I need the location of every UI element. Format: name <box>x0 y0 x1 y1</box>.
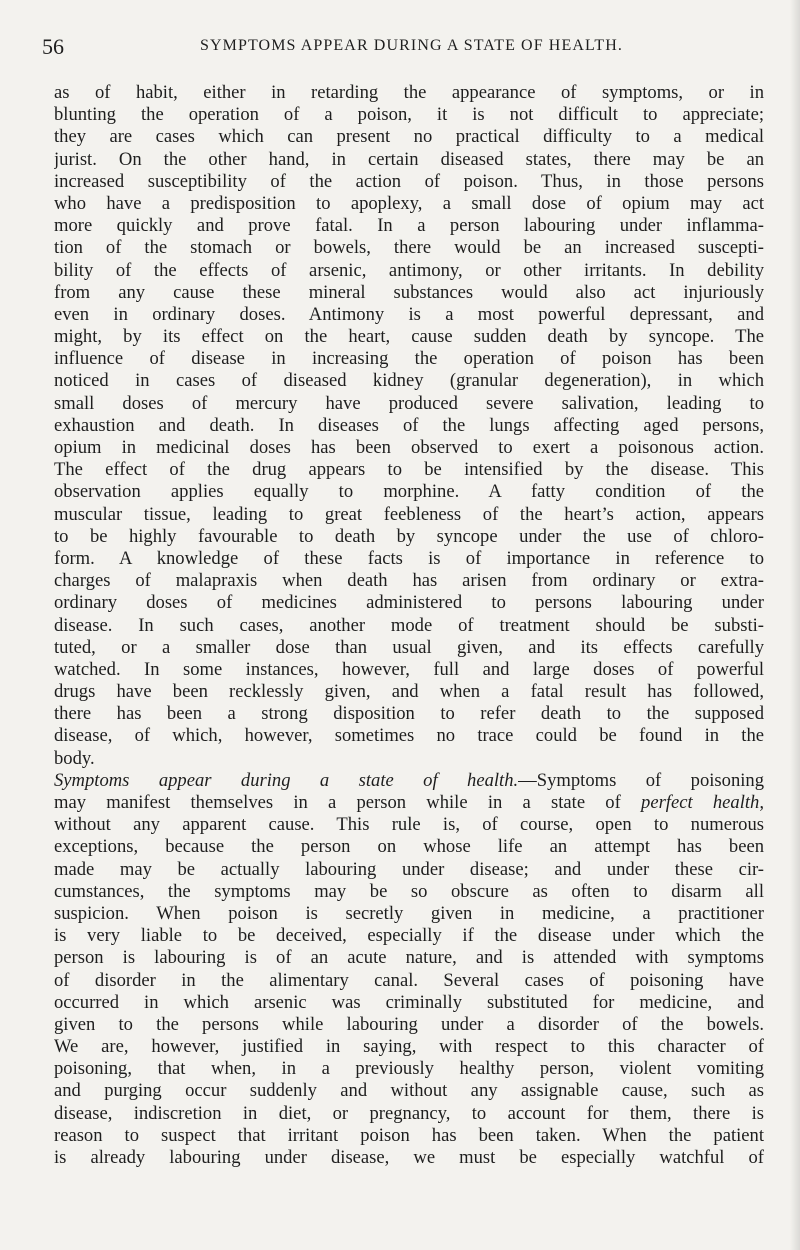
text-line: cumstances, the symptoms may be so obscure as often to disarm all <box>54 880 764 902</box>
page-header <box>42 34 758 64</box>
italic-phrase: perfect health, <box>641 792 764 813</box>
text-line: as of habit, either in retarding the appearance of symptoms, or in <box>54 82 764 103</box>
text-line: is already labouring under disease, we must be especially watchful of <box>54 1147 764 1168</box>
text-fragment: may manifest themselves in a person while in a state of <box>54 792 642 813</box>
running-head: SYMPTOMS APPEAR DURING A STATE OF HEALTH. <box>200 37 624 54</box>
page-number: 56 <box>42 34 64 59</box>
text-line: they are cases which can present no practical difficulty to a medical <box>54 126 764 148</box>
text-line: increased susceptibility of the action of poison. Thus, in those persons <box>54 170 764 192</box>
text-line: watched. In some instances, however, full and large doses of powerful <box>54 658 764 680</box>
text-line: ordinary doses of medicines administered to persons labouring under <box>54 592 764 614</box>
section-heading-rest: —Symptoms of poisoning <box>518 769 764 791</box>
text-line: who have a predisposition to apoplexy, a small dose of opium may act <box>54 192 764 214</box>
text-line: body. <box>54 747 95 769</box>
text-line: even in ordinary doses. Antimony is a most powerful depressant, and <box>54 303 764 325</box>
text-line: disease, of which, however, sometimes no trace could be found in the <box>54 725 764 747</box>
text-line: muscular tissue, leading to great feebleness of the heart’s action, appears <box>54 503 764 525</box>
text-line: disease, indiscretion in diet, or pregnancy, to account for them, there is <box>54 1102 764 1124</box>
text-line: jurist. On the other hand, in certain diseased states, there may be an <box>54 148 764 170</box>
text-line: to be highly favourable to death by syncope under the use of chloro- <box>54 525 764 547</box>
text-line: observation applies equally to morphine. A fatty condition of the <box>54 481 764 503</box>
text-line: more quickly and prove fatal. In a person labouring under inflamma- <box>54 215 764 237</box>
text-line: and purging occur suddenly and without any assignable cause, such as <box>54 1080 764 1102</box>
text-line: form. A knowledge of these facts is of importance in reference to <box>54 547 764 569</box>
text-line: occurred in which arsenic was criminally substituted for medicine, and <box>54 991 764 1013</box>
text-line: charges of malapraxis when death has arisen from ordinary or extra- <box>54 570 764 592</box>
text-line: made may be actually labouring under disease; and under these cir- <box>54 858 764 880</box>
text-line: tion of the stomach or bowels, there would be an increased suscepti- <box>54 237 764 259</box>
text-line <box>54 792 764 814</box>
text-line: is very liable to be deceived, especially if the disease under which the <box>54 925 764 947</box>
text-line: of disorder in the alimentary canal. Several cases of poisoning have <box>54 969 764 991</box>
text-line: influence of disease in increasing the operation of poison has been <box>54 348 764 370</box>
text-line: blunting the operation of a poison, it is not difficult to appreciate; <box>54 104 764 126</box>
text-line: opium in medicinal doses has been observed to exert a poisonous action. <box>54 437 764 458</box>
text-line: noticed in cases of diseased kidney (granular degeneration), in which <box>54 370 764 392</box>
text-line: given to the persons while labouring under a disorder of the bowels. <box>54 1013 764 1035</box>
text-line: there has been a strong disposition to refer death to the supposed <box>54 703 764 725</box>
text-line: bility of the effects of arsenic, antimony, or other irritants. In debility <box>54 259 764 281</box>
section-heading: Symptoms appear during a state of health. <box>54 769 519 791</box>
text-line: tuted, or a smaller dose than usual given, and its effects carefully <box>54 636 764 658</box>
text-line: might, by its effect on the heart, cause sudden death by syncope. The <box>54 326 764 348</box>
text-line: drugs have been recklessly given, and when a fatal result has followed, <box>54 681 764 703</box>
section-heading-line <box>54 770 764 792</box>
text-line: disease. In such cases, another mode of treatment should be substi- <box>54 614 764 636</box>
text-line: person is labouring is of an acute nature, and is attended with symptoms <box>54 947 764 969</box>
text-line: small doses of mercury have produced severe salivation, leading to <box>54 392 764 414</box>
page-edge-shadow <box>790 0 800 1250</box>
text-line: without any apparent cause. This rule is, of course, open to numerous <box>54 814 764 836</box>
text-line: The effect of the drug appears to be intensified by the disease. This <box>54 459 764 481</box>
text-line: poisoning, that when, in a previously healthy person, violent vomiting <box>54 1058 764 1080</box>
text-line: reason to suspect that irritant poison has been taken. When the patient <box>54 1124 764 1146</box>
text-line: suspicion. When poison is secretly given in medicine, a practitioner <box>54 902 764 924</box>
text-line: exceptions, because the person on whose life an attempt has been <box>54 836 764 858</box>
text-line: We are, however, justified in saying, with respect to this character of <box>54 1036 764 1058</box>
body-text <box>54 82 764 1169</box>
text-line: exhaustion and death. In diseases of the lungs affecting aged persons, <box>54 414 764 436</box>
text-line: from any cause these mineral substances would also act injuriously <box>54 281 764 303</box>
